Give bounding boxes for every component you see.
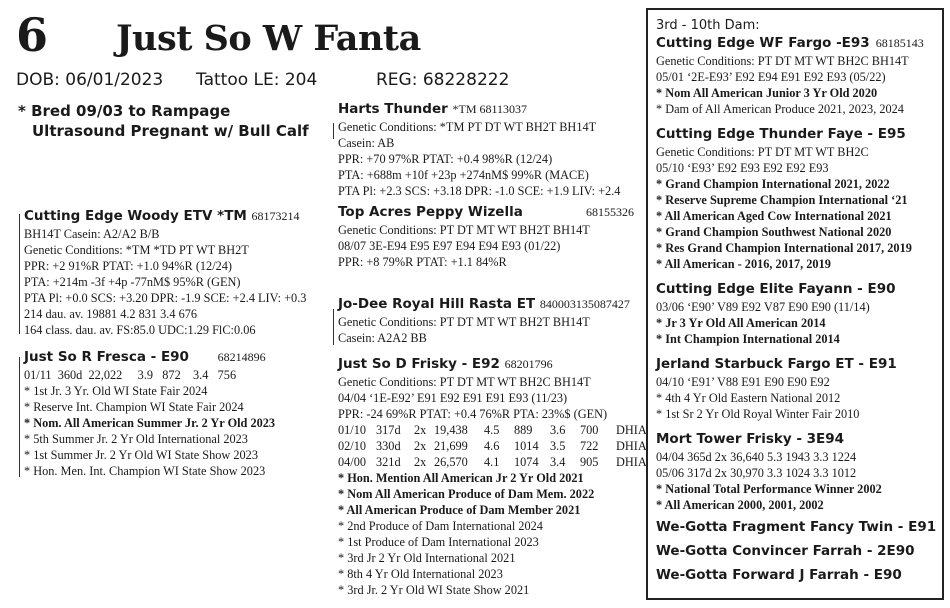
dam-award: * 5th Summer Jr. 2 Yr Old International 2023 [24,432,248,446]
ancestor-dam-line: * National Total Performance Winner 2002 [656,482,882,496]
sires-sire-line: 164 class. dau. av. FS:85.0 UDC:1.29 FlC:0.06 [24,323,256,337]
sire-reg: *TM 68113037 [452,102,528,116]
lactation-record [338,454,652,470]
dams-dam-award: * 3rd Jr. 2 Yr Old WI State Show 2021 [338,583,530,597]
ancestor-dam-line: Genetic Conditions: PT DT MT WT BH2C BH14T [656,54,909,68]
ancestor-dam-name: Jerland Starbuck Fargo ET - E91 [656,356,897,372]
ancestor-dam-line: 05/06 317d 2x 30,970 3.3 1024 3.3 1012 [656,466,857,480]
dams-dam-records [338,422,652,470]
record-cell: 26,570 [434,455,468,469]
record-cell: 700 [580,423,599,437]
sires-sire-line: PTA: +214m -3f +4p -77nM$ 95%R (GEN) [24,275,241,289]
ancestor-dam-line: * Res Grand Champion International 2017, 2019 [656,241,912,255]
record-cell: 4.1 [484,455,500,469]
note-line: * Bred 09/03 to Rampage [18,102,231,120]
record-cell: 2x [414,455,427,469]
sire-line: PPR: +70 97%R PTAT: +0.4 98%R (12/24) [338,152,553,166]
lactation-record [338,438,652,454]
sires-sire-header [24,207,306,226]
ancestor-dam-name: Mort Tower Frisky - 3E94 [656,431,845,447]
ancestor-dam-reg: 68185143 [875,36,924,50]
tattoo: Tattoo LE: 204 [196,70,318,90]
sires-dam-line: 08/07 3E-E94 E95 E97 E94 E94 E93 (01/22) [338,239,561,253]
dam-award: * 1st Jr. 3 Yr. Old WI State Fair 2024 [24,384,208,398]
dam-award: * Reserve Int. Champion WI State Fair 2024 [24,400,244,414]
record-cell: 330d [376,439,401,453]
ancestor-dam-line: * Reserve Supreme Champion International ‘21 [656,193,908,207]
dams-dam-award: * 2nd Produce of Dam International 2024 [338,519,543,533]
record-cell: 01/10 [338,423,367,437]
ancestor-dam-name: We-Gotta Forward J Farrah - E90 [656,567,902,583]
ancestor-dam [656,125,942,272]
sires-sire-line: 214 dau. av. 19881 4.2 831 3.4 676 [24,307,198,321]
animal-name: Just So W Fanta [116,18,421,59]
record-cell: 317d [376,423,401,437]
dams-dam-awards [338,470,652,598]
dams-dam-line: Genetic Conditions: PT DT MT WT BH2C BH14T [338,375,591,389]
ancestor-dam-name: Cutting Edge WF Fargo -E93 68185143 [656,35,924,51]
dams-dam-block [338,355,652,598]
pedigree-bracket [333,123,334,139]
record-cell: 4.5 [484,423,500,437]
sires-dam-line: PPR: +8 79%R PTAT: +1.1 84%R [338,255,507,269]
sires-dam-name: Top Acres Peppy Wizella [338,204,523,220]
ancestor-dam [656,34,942,117]
sires-sire-line: Genetic Conditions: *TM *TD PT WT BH2T [24,243,249,257]
dams-sire-line: Genetic Conditions: PT DT MT WT BH2T BH14T [338,315,590,329]
ancestor-dams-list [656,34,942,585]
ancestor-dam-line: * Jr 3 Yr Old All American 2014 [656,316,826,330]
dams-sire-line: Casein: A2A2 BB [338,331,427,345]
sire-block [338,100,620,199]
sires-sire-line: PTA Pl: +0.0 SCS: +3.20 DPR: -1.9 SCE: +2.4 LIV: +0.3 [24,291,307,305]
record-cell: 2x [414,423,427,437]
ancestor-dam-line: * 4th 4 Yr Old Eastern National 2012 [656,391,841,405]
ancestor-dam-line: * Int Champion International 2014 [656,332,840,346]
sires-dam-header [338,203,634,222]
ancestor-dam [656,542,942,561]
ancestor-dams-panel [646,8,944,600]
record-cell: 1074 [514,455,539,469]
dam-award: * 1st Summer Jr. 2 Yr Old WI State Show 2023 [24,448,258,462]
ancestor-dams-content [648,10,942,585]
ancestor-dams-title: 3rd - 10th Dam: [656,18,760,33]
ancestor-dam-line: * 1st Sr 2 Yr Old Royal Winter Fair 2010 [656,407,860,421]
dam-award: * Nom. All American Summer Jr. 2 Yr Old 2023 [24,416,276,430]
sire-line: Genetic Conditions: *TM PT DT WT BH2T BH14T [338,120,597,134]
ancestor-dam [656,566,942,585]
record-cell: 321d [376,455,401,469]
record-cell: 04/00 [338,455,367,469]
dam-block [24,348,275,479]
pedigree-bracket [19,214,20,334]
ancestor-dam-line: 05/10 ‘E93’ E92 E93 E92 E92 E93 [656,161,829,175]
record-cell: 3.4 [550,455,566,469]
dams-dam-award: * 1st Produce of Dam International 2023 [338,535,539,549]
sires-sire-reg: 68173214 [251,209,300,223]
ancestor-dam [656,280,942,347]
lot-number: 6 [16,8,48,62]
ancestor-dam-line: * Grand Champion Southwest National 2020 [656,225,892,239]
sires-sire-line: BH14T Casein: A2/A2 B/B [24,227,160,241]
dams-sire-name: Jo-Dee Royal Hill Rasta ET [338,296,536,312]
record-cell: DHIA [616,439,647,453]
ancestor-dam-line: * Dam of All American Produce 2021, 2023, 2024 [656,102,904,116]
lactation-record [338,422,652,438]
dam-record: 01/11 360d 22,022 3.9 872 3.4 756 [24,368,237,382]
record-cell: 19,438 [434,423,468,437]
dams-dam-reg: 68201796 [504,357,553,371]
record-cell: 3.5 [550,439,566,453]
dam-header [24,348,275,367]
ancestor-dam-line: * Grand Champion International 2021, 2022 [656,177,890,191]
ancestor-dam [656,518,942,537]
note-line: Ultrasound Pregnant w/ Bull Calf [32,122,309,140]
record-cell: 722 [580,439,599,453]
dams-dam-line: 04/04 ‘1E-E92’ E91 E92 E91 E91 E93 (11/23) [338,391,568,405]
dams-dam-award: * All American Produce of Dam Member 2021 [338,503,581,517]
ancestor-dam-line: * All American Aged Cow International 2021 [656,209,892,223]
dam-award: * Hon. Men. Int. Champion WI State Show 2023 [24,464,266,478]
record-cell: 21,699 [434,439,468,453]
ancestor-dam-name: Cutting Edge Thunder Faye - E95 [656,126,906,142]
dams-dam-name: Just So D Frisky - E92 [338,356,500,372]
registration: REG: 68228222 [376,70,510,90]
sire-line: Casein: AB [338,136,395,150]
record-cell: 2x [414,439,427,453]
ancestor-dam-line: * All American - 2016, 2017, 2019 [656,257,831,271]
record-cell: 905 [580,455,599,469]
ancestor-dam-line: 04/04 365d 2x 36,640 5.3 1943 3.3 1224 [656,450,857,464]
ancestor-dam-line: 05/01 ‘2E-E93’ E92 E94 E91 E92 E93 (05/22) [656,70,886,84]
sire-name: Harts Thunder [338,101,448,117]
record-cell: DHIA [616,455,647,469]
ancestor-dam-line: 03/06 ‘E90’ V89 E92 V87 E90 E90 (11/14) [656,300,870,314]
dam-name: Just So R Fresca - E90 [24,349,189,365]
sires-dam-block [338,203,634,270]
sires-dam-line: Genetic Conditions: PT DT MT WT BH2T BH14T [338,223,590,237]
dams-dam-award: * Hon. Mention All American Jr 2 Yr Old 2021 [338,471,584,485]
record-cell: 1014 [514,439,539,453]
ancestor-dam-line: 04/10 ‘E91’ V88 E91 E90 E90 E92 [656,375,830,389]
dob: DOB: 06/01/2023 [16,70,164,90]
record-cell: DHIA [616,423,647,437]
sire-line: PTA Pl: +2.3 SCS: +3.18 DPR: -1.0 SCE: +1.9 LIV: +2.4 [338,184,621,198]
dam-reg: 68214896 [217,350,266,364]
ancestor-dam-name: We-Gotta Convincer Farrah - 2E90 [656,543,915,559]
record-cell: 889 [514,423,533,437]
pedigree-bracket [333,309,334,345]
record-cell: 3.6 [550,423,566,437]
dams-dam-header [338,355,652,374]
ancestor-dam [656,430,942,513]
pedigree-bracket [19,357,20,477]
sires-dam-reg: 68155326 [586,205,634,219]
dams-dam-award: * 3rd Jr 2 Yr Old International 2021 [338,551,516,565]
dams-dam-line: PPR: -24 69%R PTAT: +0.4 76%R PTA: 23%$ (GEN) [338,407,608,421]
sires-sire-block [24,207,306,338]
sire-line: PTA: +688m +10f +23p +274nM$ 99%R (MACE) [338,168,589,182]
breeding-notes [18,101,309,141]
dam-awards [24,383,275,479]
ancestor-dam-name: Cutting Edge Elite Fayann - E90 [656,281,896,297]
record-cell: 4.6 [484,439,500,453]
dams-sire-block [338,295,630,346]
dams-sire-header [338,295,630,314]
record-cell: 02/10 [338,439,367,453]
sire-header [338,100,620,119]
sires-sire-line: PPR: +2 91%R PTAT: +1.0 94%R (12/24) [24,259,233,273]
ancestor-dam [656,355,942,422]
sires-sire-name: Cutting Edge Woody ETV *TM [24,208,247,224]
ancestor-dam-line: * All American 2000, 2001, 2002 [656,498,824,512]
ancestor-dam-line: * Nom All American Junior 3 Yr Old 2020 [656,86,878,100]
dams-sire-reg: 840003135087427 [539,297,630,311]
dams-dam-award: * Nom All American Produce of Dam Mem. 2022 [338,487,595,501]
dams-dam-lines [338,374,652,422]
dams-dam-award: * 8th 4 Yr Old International 2023 [338,567,503,581]
ancestor-dam-line: Genetic Conditions: PT DT MT WT BH2C [656,145,869,159]
ancestor-dam-name: We-Gotta Fragment Fancy Twin - E91 [656,519,937,535]
